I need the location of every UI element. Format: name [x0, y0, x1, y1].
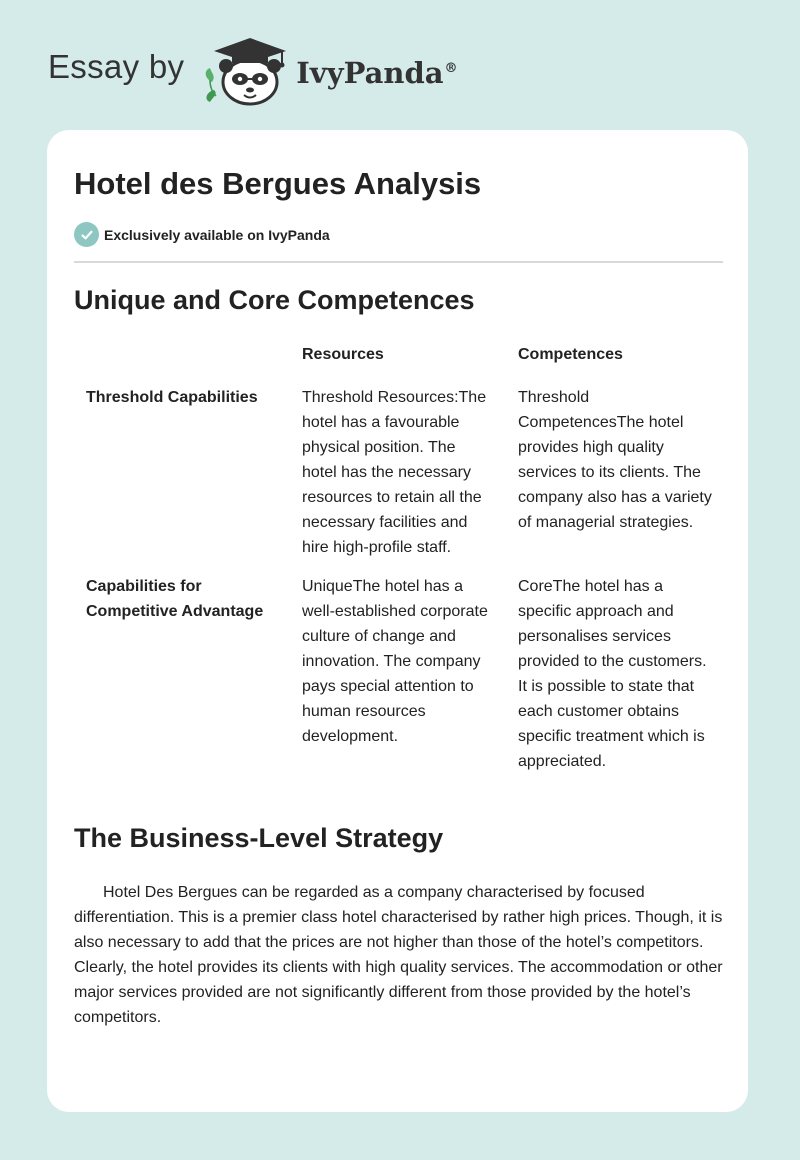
- section-heading-competences: Unique and Core Competences: [74, 285, 475, 315]
- competences-cell: CoreThe hotel has a specific approach and personalises services provided to the customers. It is possible to state that each customer obtains specific treatment which is appreciated.: [518, 578, 707, 770]
- resources-cell: UniqueThe hotel has a well-established corporate culture of change and innovation. The company pays special attention to human resources development.: [302, 578, 488, 745]
- column-header-empty: [74, 342, 290, 385]
- brand-prefix: Essay by: [48, 48, 185, 85]
- competences-cell: Threshold CompetencesThe hotel provides high quality services to its clients. The company also has a variety of managerial strategies.: [518, 389, 712, 531]
- column-header-resources: Resources: [302, 346, 384, 363]
- section-heading-strategy: The Business-Level Strategy: [74, 823, 444, 853]
- badge-text: Exclusively available on IvyPanda: [104, 226, 330, 243]
- column-header-competences: Competences: [518, 346, 623, 363]
- row-label: Capabilities for Competitive Advantage: [86, 578, 264, 620]
- panda-graduate-icon: [202, 34, 292, 108]
- check-icon: [74, 222, 99, 247]
- strategy-paragraph: Hotel Des Bergues can be regarded as a company characterised by focused differentiation. This is a premier class hotel characterised by rather high prices. Though, it is also necessary to add that the prices are not higher than those of the hotel’s competitors. Clearly, the hotel provides its clients with high quality services. The accommodation or other major services provided are not significantly different from those provided by the hotel’s competitors.: [74, 884, 723, 1026]
- brand-name-text: IvyPanda: [296, 56, 444, 90]
- table-header-row: [74, 342, 724, 385]
- resources-cell: Threshold Resources:The hotel has a favourable physical position. The hotel has the necessary resources to retain all the necessary facilities and hire high-profile staff.: [302, 389, 487, 556]
- table-row: [74, 574, 724, 788]
- brand-header: [48, 34, 458, 108]
- row-label: Threshold Capabilities: [86, 389, 258, 406]
- essay-card: [47, 130, 748, 1112]
- registered-mark: ®: [444, 61, 458, 77]
- exclusive-badge: [74, 222, 330, 247]
- competences-table: [74, 342, 724, 788]
- divider: [74, 261, 723, 263]
- page-title: Hotel des Bergues Analysis: [74, 166, 482, 201]
- brand-name: [296, 56, 457, 90]
- table-row: [74, 385, 724, 574]
